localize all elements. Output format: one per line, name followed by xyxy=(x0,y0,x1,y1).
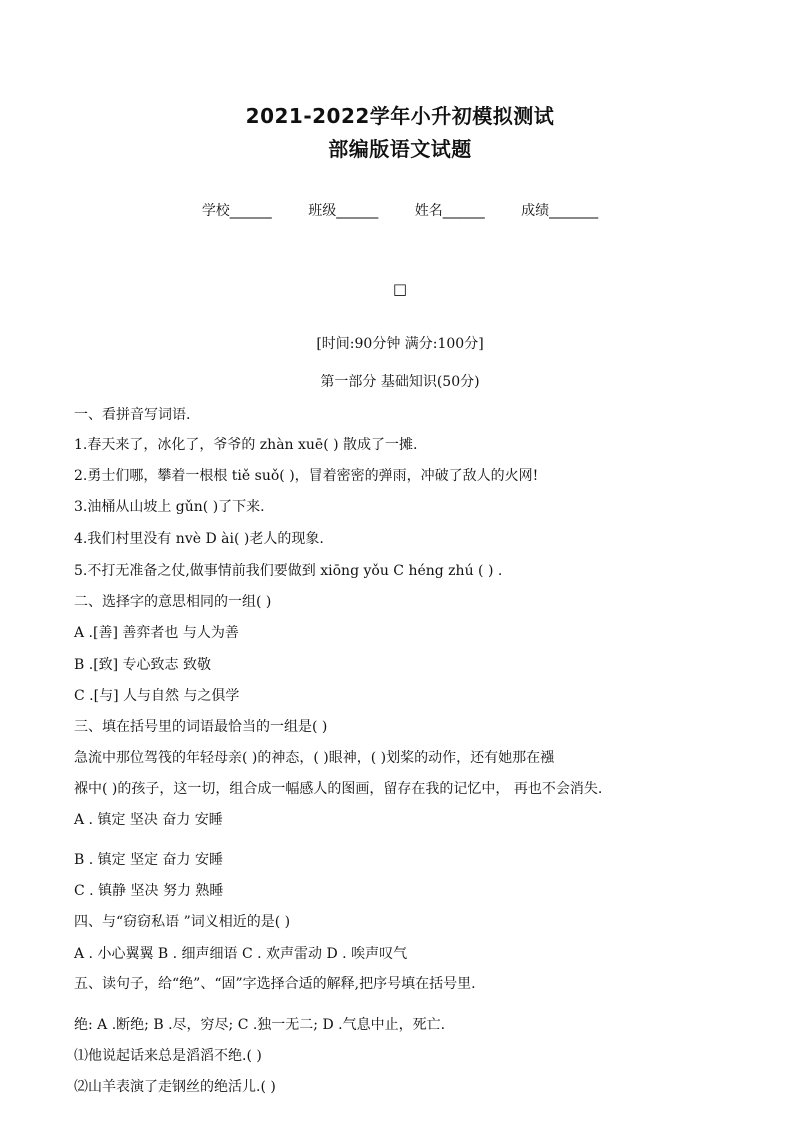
q1-item: 3.油桶从山坡上 gǔn( )了下来. xyxy=(74,499,265,515)
q3-heading: 三、填在括号里的词语最恰当的一组是( ) xyxy=(74,719,328,735)
class-field: 班级______ xyxy=(308,203,379,219)
q4-options: A . 小心翼翼 B . 细声细语 C . 欢声雷动 D . 唉声叹气 xyxy=(74,946,408,962)
q3-passage: 急流中那位驾筏的年轻母亲( )的神态，( )眼神，( )划桨的动作，还有她那在襁 xyxy=(74,750,555,766)
q5-definition: 绝: A .断绝; B .尽，穷尽; C .独一无二; D .气息中止，死亡. xyxy=(74,1017,446,1033)
q2-option: C .[与] 人与自然 与之俱学 xyxy=(74,688,240,704)
q1-item: 5.不打无准备之仗,做事情前我们要做到 xiōng yǒu C héng zhú ( ) . xyxy=(74,563,503,579)
q2-option: B .[致] 专心致志 致敬 xyxy=(74,657,212,673)
q4-heading: 四、与“窃窃私语 ”词义相近的是( ) xyxy=(74,914,291,930)
page-subtitle: 部编版语文试题 xyxy=(328,137,472,161)
q1-item: 1.春天来了，冰化了，爷爷的 zhàn xuē( ) 散成了一摊. xyxy=(74,437,418,453)
school-field: 学校______ xyxy=(201,203,272,219)
placeholder-box-icon: □ xyxy=(392,280,408,298)
q3-option: B . 镇定 坚定 奋力 安睡 xyxy=(74,852,223,868)
q3-option: C . 镇静 坚决 努力 熟睡 xyxy=(74,883,224,899)
q1-item: 2.勇士们哪，攀着一根根 tiě suǒ( )，冒着密密的弹雨，冲破了敌人的火网! xyxy=(74,468,539,484)
q2-heading: 二、选择字的意思相同的一组( ) xyxy=(74,594,272,610)
q5-item: ⑵山羊表演了走钢丝的绝活儿.( ) xyxy=(74,1079,276,1095)
q3-passage: 褓中( )的孩子，这一切，组合成一幅感人的图画，留存在我的记忆中， 再也不会消失. xyxy=(74,781,603,797)
q5-item: ⑴他说起话来总是滔滔不绝.( ) xyxy=(74,1048,262,1064)
page-title: 2021-2022学年小升初模拟测试 xyxy=(245,104,555,128)
exam-info: [时间:90分钟 满分:100分] xyxy=(316,336,484,352)
q2-option: A .[善] 善弈者也 与人为善 xyxy=(74,625,239,641)
section-heading-part-one: 第一部分 基础知识(50分) xyxy=(320,374,480,390)
q3-option: A . 镇定 坚决 奋力 安睡 xyxy=(74,812,223,828)
q1-heading: 一、看拼音写词语. xyxy=(74,407,191,423)
q1-item: 4.我们村里没有 nvè D ài( )老人的现象. xyxy=(74,531,324,547)
q5-heading: 五、读句子，给“绝”、“固”字选择合适的解释,把序号填在括号里. xyxy=(74,976,476,992)
score-field: 成绩_______ xyxy=(521,203,599,219)
name-field: 姓名______ xyxy=(414,203,485,219)
student-info-fields xyxy=(0,200,800,220)
